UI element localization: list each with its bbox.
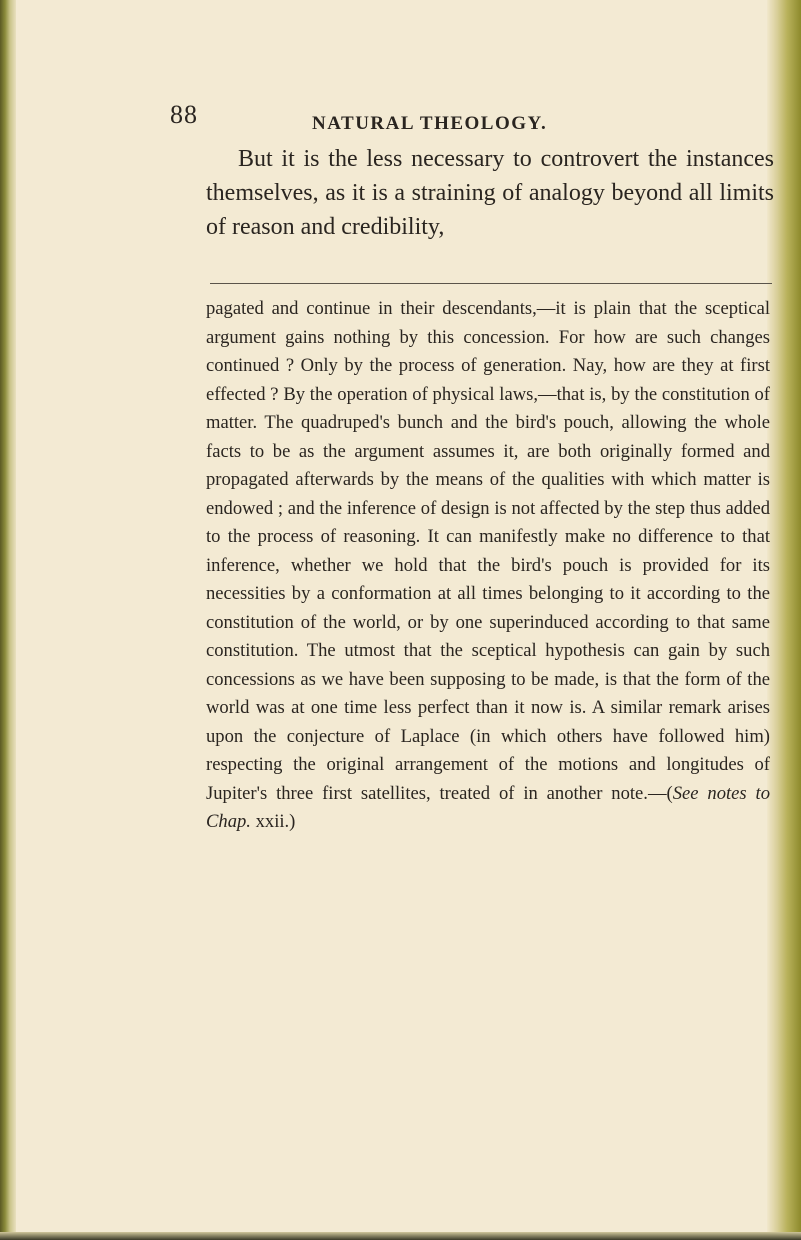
footnote-reference-end: xxii.): [250, 811, 296, 832]
page-bottom-edge: [0, 1232, 801, 1240]
footnote-text: pagated and continue in their descendants,—it is plain that the sceptical argument gains nothing by this concession. For how are such changes continued ? Only by the process of generation. Nay, how are they at first effected ? By the operation of physical laws,—that is, by the constitution of matter. The quadruped's bunch and the bird's pouch, allowing the whole facts to be as the argument assumes it, are both originally formed and propagated afterwards by the means of the qualities with which matter is endowed ; and the inference of design is not affected by the step thus added to the process of reasoning. It can manifestly make no difference to that inference, whether we hold that the bird's pouch is provided for its necessities by a conformation at all times belonging to it according to the constitution of the world, or by one superinduced according to that same constitution. The utmost that the sceptical hypothesis can gain by such concessions as we have been supposing to be made, is that the form of the world was at one time less perfect than it now is. A similar remark arises upon the conjecture of Laplace (in which others have followed him) respecting the original arrangement of the motions and longitudes of Jupiter's three first satellites, treated of in another note.—(: [206, 298, 770, 804]
running-title: NATURAL THEOLOGY.: [312, 113, 548, 134]
footnote-divider: [210, 283, 772, 284]
footnote-paragraph: [206, 295, 770, 837]
footnote-reference-italic: See notes to Chap.: [206, 782, 770, 832]
page-left-edge: [0, 0, 16, 1240]
main-paragraph: But it is the less necessary to controvert the instances themselves, as it is a straining of analogy beyond all limits of reason and credibility,: [206, 146, 774, 240]
page-number: 88: [170, 100, 198, 129]
